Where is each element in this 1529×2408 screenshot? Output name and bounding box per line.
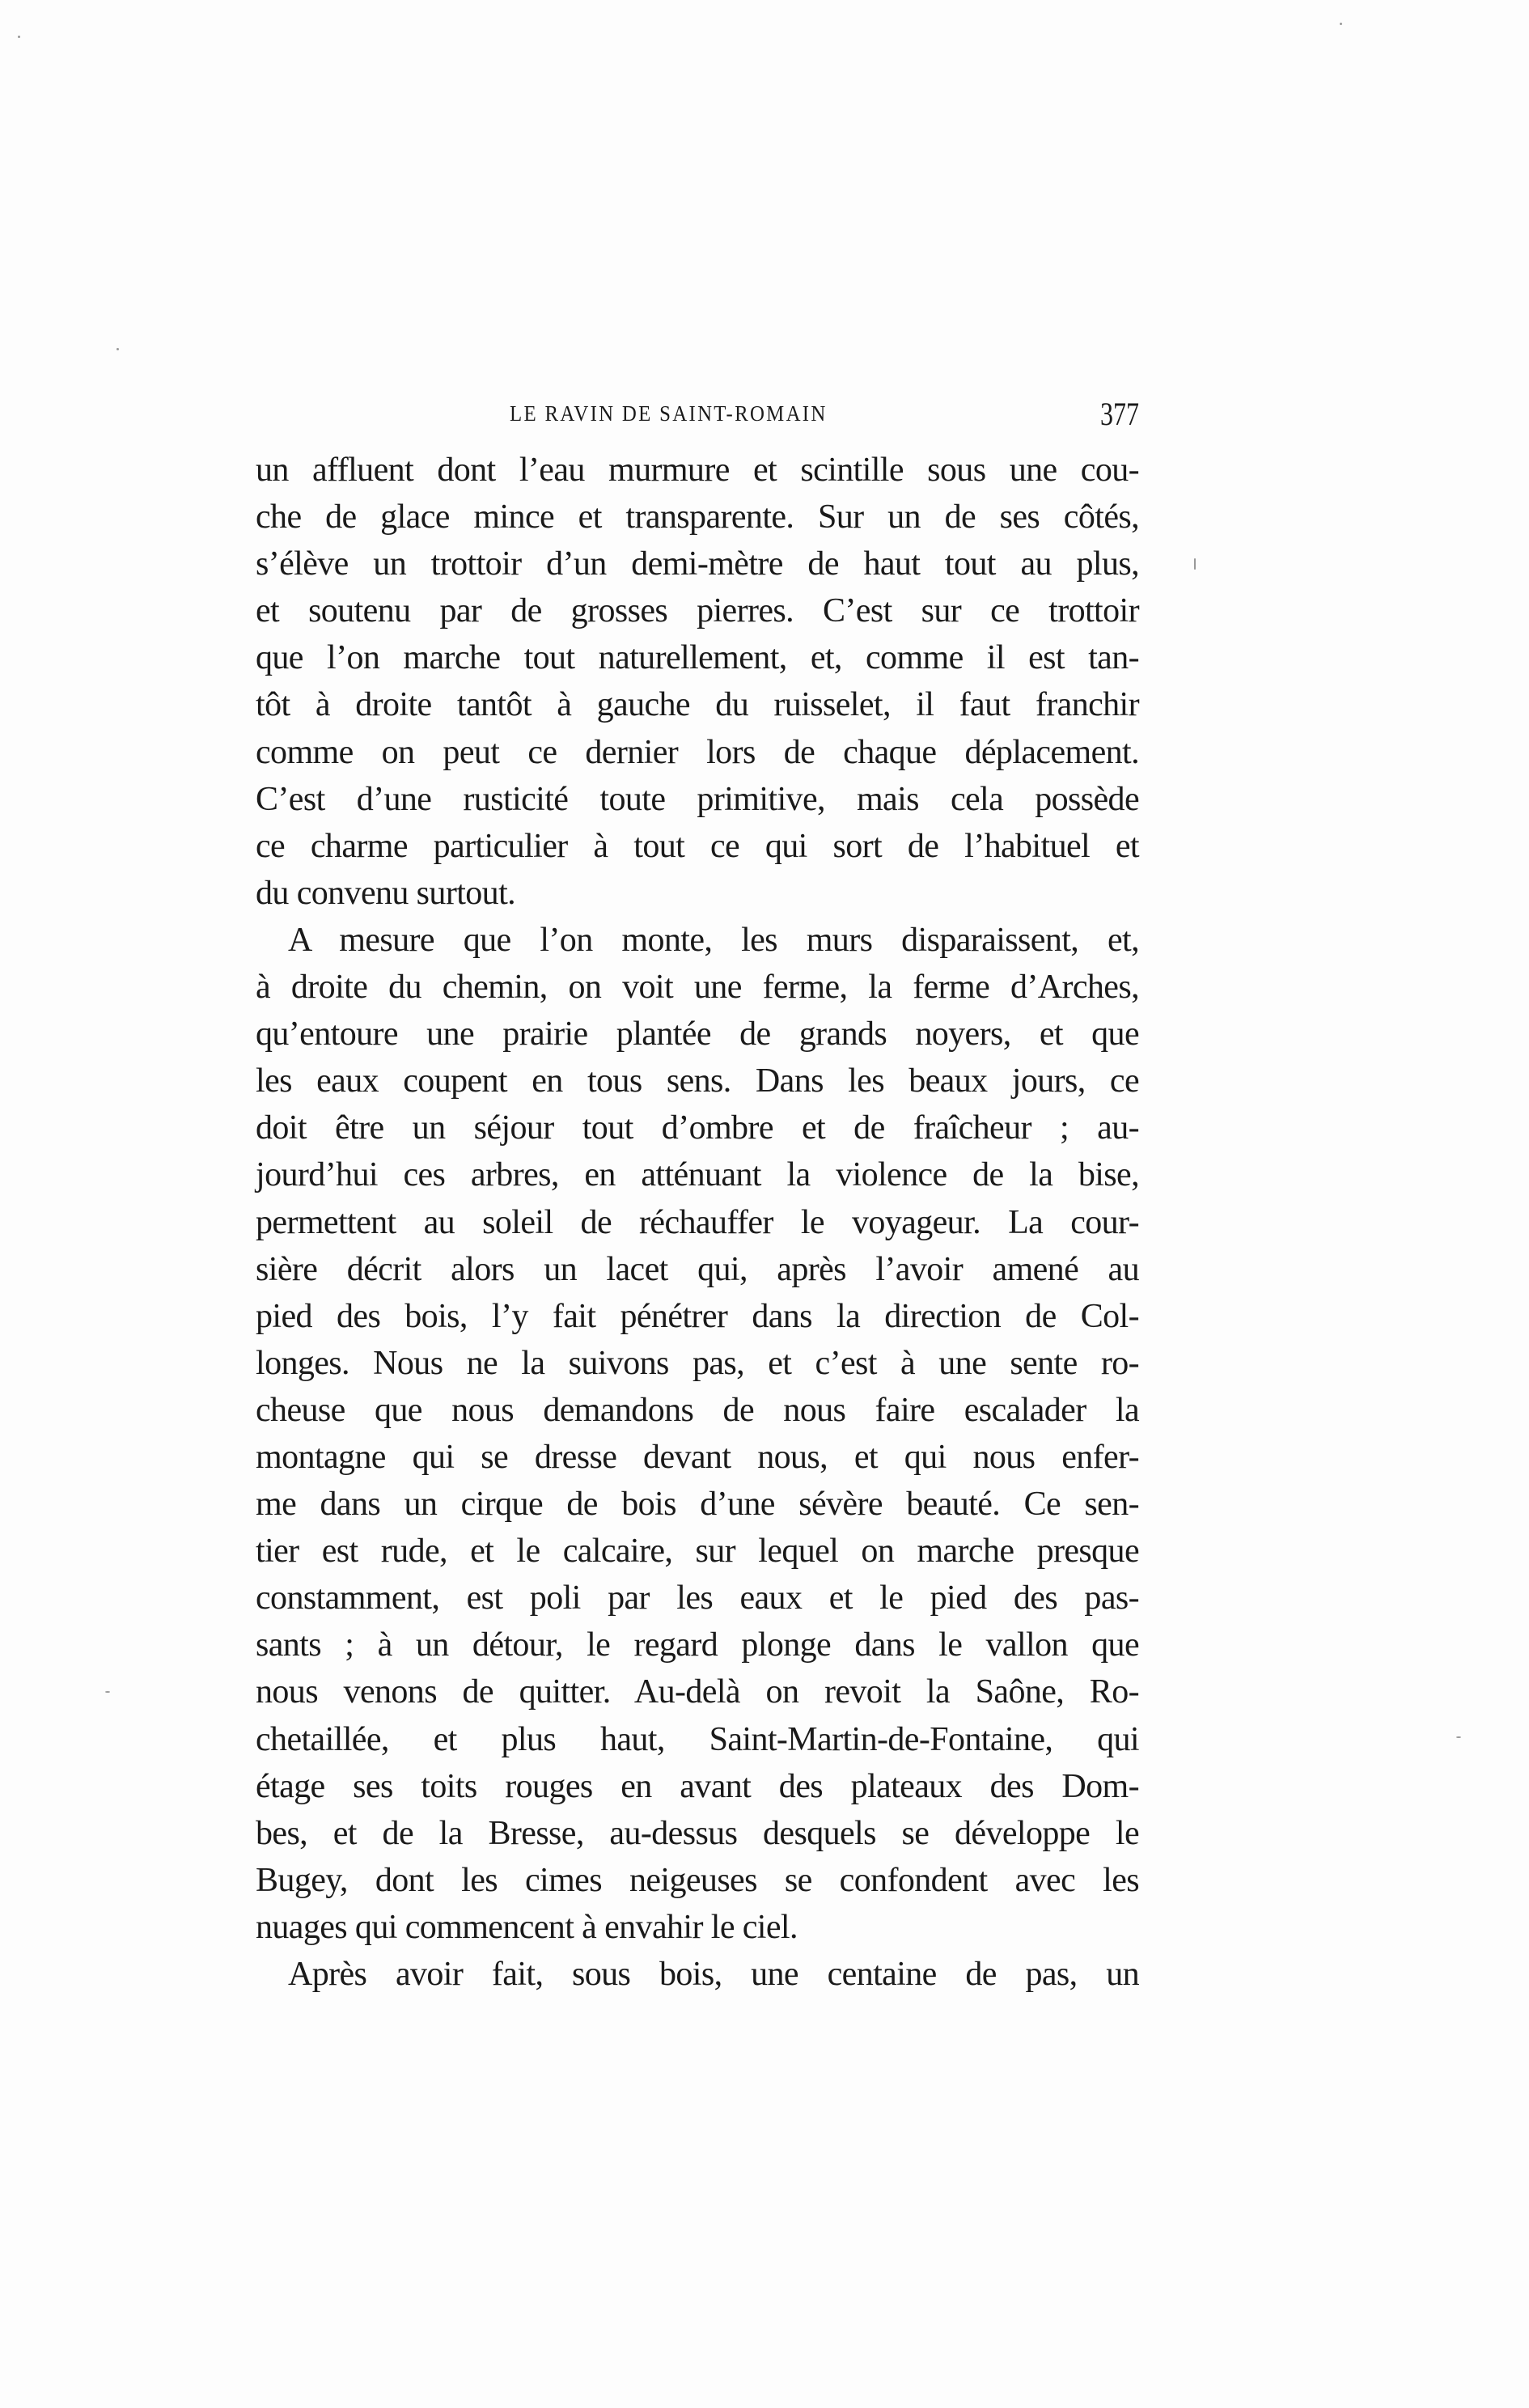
paragraph-start-line: A mesure que l’on monte, les murs disparaissent, et, [288,921,1139,959]
text-line: ce charme particulier à tout ce qui sort de l’habituel et [256,827,1139,865]
text-line: montagne qui se dresse devant nous, et qui nous enfer- [256,1438,1139,1476]
scan-speck [18,36,20,38]
text-line: les eaux coupent en tous sens. Dans les beaux jours, ce [256,1062,1139,1100]
text-line: sants ; à un détour, le regard plonge dans le vallon que [256,1626,1139,1664]
text-line: nuages qui commencent à envahir le ciel. [256,1908,798,1946]
running-title: LE RAVIN DE SAINT-ROMAIN [510,401,828,426]
scan-speck [1194,558,1196,570]
text-line: tier est rude, et le calcaire, sur lequel on marche presque [256,1533,1139,1571]
text-line: étage ses toits rouges en avant des plateaux des Dom- [256,1767,1139,1805]
text-line: s’élève un trottoir d’un demi-mètre de haut tout au plus, [256,545,1139,583]
scan-speck [116,348,119,350]
text-line: un affluent dont l’eau murmure et scintille sous une cou- [256,451,1139,489]
text-line: Bugey, dont les cimes neigeuses se confondent avec les [256,1861,1139,1899]
scan-speck [1340,23,1342,25]
text-line: che de glace mince et transparente. Sur un de ses côtés, [256,498,1139,536]
text-line: nous venons de quitter. Au-delà on revoit la Saône, Ro- [256,1673,1139,1711]
body-text [256,447,1139,1998]
text-line: me dans un cirque de bois d’une sévère beauté. Ce sen- [256,1486,1139,1524]
text-line: cheuse que nous demandons de nous faire escalader la [256,1391,1139,1429]
text-line: comme on peut ce dernier lors de chaque déplacement. [256,733,1139,771]
text-line: permettent au soleil de réchauffer le voyageur. La cour- [256,1203,1139,1241]
scan-speck [1456,1736,1461,1738]
paragraph-start-line: Après avoir fait, sous bois, une centaine de pas, un [288,1956,1139,1993]
text-line: et soutenu par de grosses pierres. C’est sur ce trottoir [256,592,1139,630]
text-line: qu’entoure une prairie plantée de grands noyers, et que [256,1015,1139,1054]
text-line: longes. Nous ne la suivons pas, et c’est à une sente ro- [256,1344,1139,1382]
text-line: chetaillée, et plus haut, Saint-Martin-de-Fontaine, qui [256,1720,1139,1758]
text-line: pied des bois, l’y fait pénétrer dans la direction de Col- [256,1297,1139,1335]
page-number: 377 [1100,396,1139,432]
text-line: doit être un séjour tout d’ombre et de fraîcheur ; au- [256,1109,1139,1147]
text-line: constamment, est poli par les eaux et le pied des pas- [256,1579,1139,1617]
text-line: du convenu surtout. [256,874,516,912]
text-line: à droite du chemin, on voit une ferme, la ferme d’Arches, [256,969,1139,1007]
scan-speck [105,1691,110,1693]
text-line: tôt à droite tantôt à gauche du ruisselet, il faut franchir [256,686,1139,724]
text-line: bes, et de la Bresse, au-dessus desquels se développe le [256,1814,1139,1852]
text-line: C’est d’une rusticité toute primitive, mais cela possède [256,780,1139,818]
text-line: sière décrit alors un lacet qui, après l’avoir amené au [256,1250,1139,1288]
text-line: jourd’hui ces arbres, en atténuant la violence de la bise, [256,1156,1139,1194]
text-line: que l’on marche tout naturellement, et, comme il est tan- [256,639,1139,677]
running-head [256,395,1139,435]
